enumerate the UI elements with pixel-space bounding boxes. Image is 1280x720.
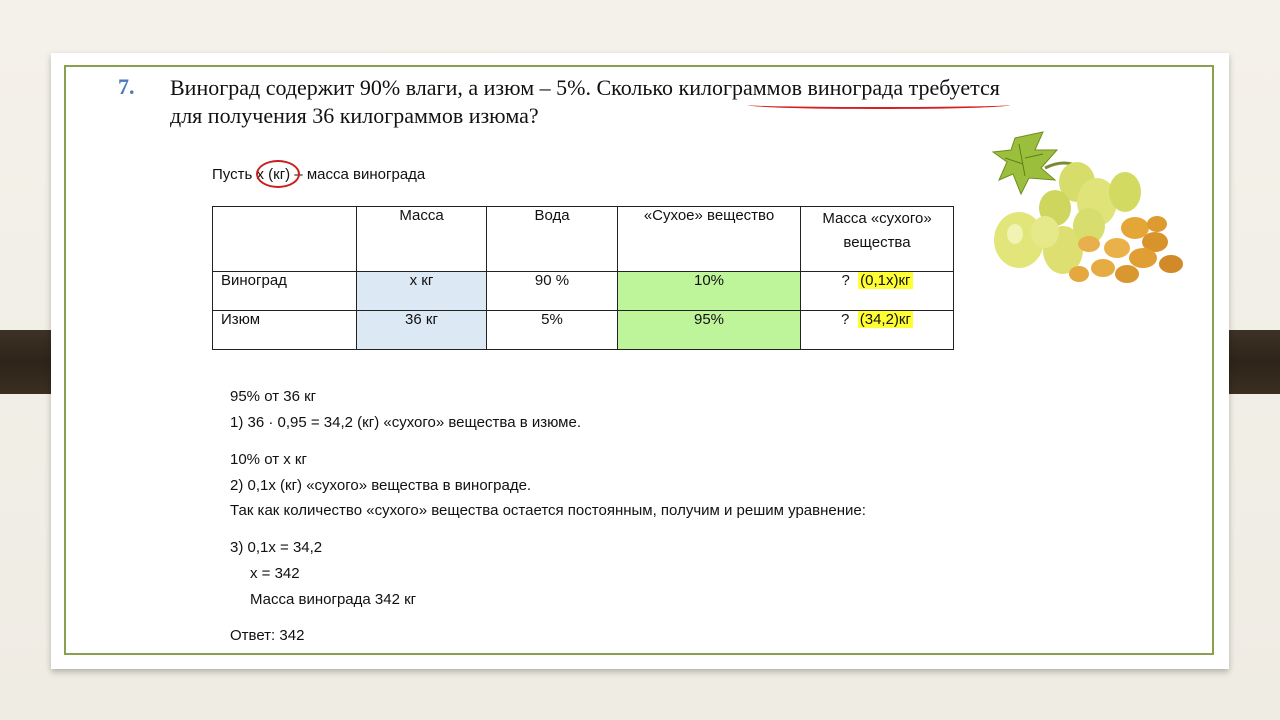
row-dry-mass-cell	[801, 311, 954, 350]
solution-line-3: 10% от x кг	[230, 451, 307, 468]
header-cell-dry: «Сухое» вещество	[618, 207, 801, 272]
intro-before: Пусть	[212, 166, 253, 183]
solution-line-7: x = 342	[250, 565, 300, 582]
red-circle	[256, 160, 300, 188]
question-number: 7.	[118, 74, 135, 99]
solution-line-6: 3) 0,1x = 34,2	[230, 539, 323, 556]
answer-line: Ответ: 342	[230, 627, 305, 644]
row-water: 90 %	[487, 272, 618, 311]
solution-line-8: Масса винограда 342 кг	[250, 591, 417, 608]
red-underline	[748, 101, 1010, 109]
row-name: Виноград	[213, 272, 357, 311]
table-header-row	[213, 207, 954, 272]
row-dry-mass-cell	[801, 272, 954, 311]
row-dry: 10%	[618, 272, 801, 311]
row-name: Изюм	[213, 311, 357, 350]
row-mass: 36 кг	[357, 311, 487, 350]
header-cell-dry-mass: Масса «сухого» вещества	[801, 207, 954, 272]
row-mass: x кг	[357, 272, 487, 311]
solution-line-2: 1) 36 · 0,95 = 34,2 (кг) «сухого» вещества в изюме.	[230, 414, 582, 431]
table-row	[213, 272, 954, 311]
row-dry-mass: (0,1x)кг	[860, 272, 911, 289]
row-water: 5%	[487, 311, 618, 350]
header-cell-empty	[213, 207, 357, 272]
header-cell-mass: Масса	[357, 207, 487, 272]
intro-after: – масса винограда	[294, 166, 426, 183]
intro-line	[212, 166, 425, 183]
solution-line-1: 95% от 36 кг	[230, 388, 317, 405]
header-cell-water: Вода	[487, 207, 618, 272]
question-mark: ?	[841, 311, 850, 328]
solution-line-4: 2) 0,1x (кг) «сухого» вещества в винограде.	[230, 477, 532, 494]
row-dry-mass: (34,2)кг	[859, 311, 911, 328]
intro-variable: x (кг)	[256, 166, 291, 183]
question-text: Виноград содержит 90% влаги, а изюм – 5%. Сколько килограммов винограда требуется для получения 36 килограммов изюма?	[170, 75, 1000, 128]
solution-line-5: Так как количество «сухого» вещества остается постоянным, получим и решим уравнение:	[230, 502, 866, 519]
grapes-raisins-image	[985, 128, 1195, 306]
table-row	[213, 311, 954, 350]
question-mark: ?	[841, 272, 850, 289]
row-dry: 95%	[618, 311, 801, 350]
data-table	[212, 206, 954, 350]
